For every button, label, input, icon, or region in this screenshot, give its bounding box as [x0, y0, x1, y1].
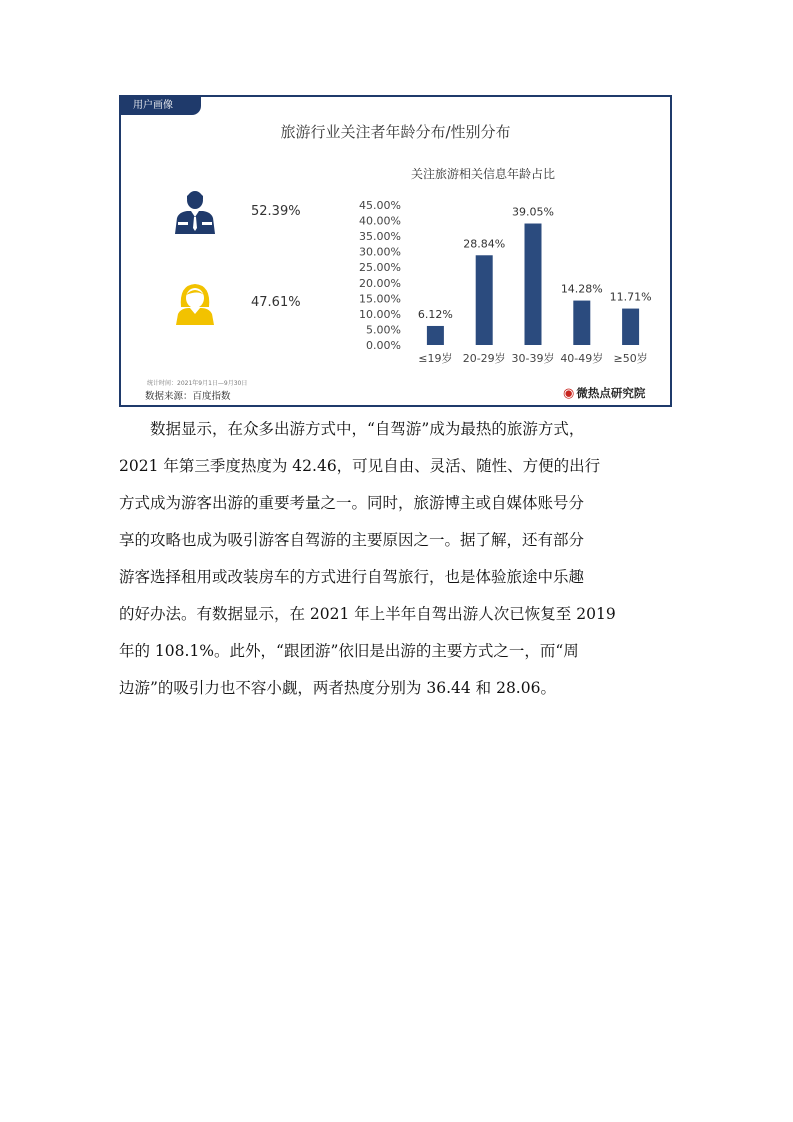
bar [573, 301, 590, 345]
paragraph-line: 数据显示，在众多出游方式中，“自驾游”成为最热的旅游方式， [119, 420, 585, 438]
y-tick-label: 0.00% [366, 339, 401, 352]
male-percentage: 52.39% [251, 204, 301, 219]
statistics-period: 统计时间：2021年9月1日—9月30日 [147, 380, 248, 387]
y-tick-label: 40.00% [359, 214, 401, 228]
x-tick-label: 20-29岁 [462, 352, 506, 365]
bar [622, 309, 639, 345]
bar [525, 224, 542, 345]
x-tick-label: 40-49岁 [560, 352, 604, 365]
bar [427, 326, 444, 345]
male-stat [173, 190, 313, 240]
paragraph-line: 游客选择租用或改装房车的方式进行自驾旅行，也是体验旅途中乐趣 [119, 568, 585, 586]
y-tick-label: 35.00% [359, 230, 401, 244]
infographic-panel [119, 95, 672, 407]
y-tick-label: 30.00% [359, 245, 401, 259]
paragraph-line: 边游”的吸引力也不容小觑，两者热度分别为 36.44 和 28.06。 [119, 679, 556, 697]
age-bar-chart [355, 185, 655, 370]
y-tick-label: 5.00% [366, 323, 401, 337]
weibo-logo-icon: ◉ [563, 386, 575, 401]
y-tick-label: 45.00% [359, 199, 401, 212]
bar-value-label: 14.28% [560, 282, 603, 296]
y-tick-label: 15.00% [359, 292, 401, 306]
paragraph-line: 方式成为游客出游的重要考量之一。同时，旅游博主或自媒体账号分 [119, 494, 585, 512]
x-tick-label: 30-39岁 [511, 352, 555, 365]
bar-value-label: 28.84% [463, 237, 506, 251]
brand-logo [563, 385, 645, 401]
bar [476, 255, 493, 345]
data-source: 数据来源：百度指数 [145, 391, 231, 402]
x-tick-label: ≤19岁 [418, 352, 453, 365]
paragraph-line: 年的 108.1%。此外，“跟团游”依旧是出游的主要方式之一，而“周 [119, 642, 579, 660]
y-tick-label: 20.00% [359, 276, 401, 290]
paragraph-line: 享的攻略也成为吸引游客自驾游的主要原因之一。据了解，还有部分 [119, 531, 585, 549]
body-paragraph [119, 411, 674, 707]
y-tick-label: 25.00% [359, 261, 401, 275]
bar-value-label: 11.71% [609, 290, 652, 304]
x-tick-label: ≥50岁 [613, 352, 648, 365]
businessman-icon [173, 190, 217, 236]
figure-title: 旅游行业关注者年龄分布/性别分布 [280, 123, 511, 141]
woman-icon [173, 281, 217, 327]
paragraph-line: 的好办法。有数据显示，在 2021 年上半年自驾出游人次已恢复至 2019 [119, 605, 616, 623]
bar-value-label: 6.12% [417, 307, 453, 321]
user-profile-tag: 用户画像 [121, 97, 201, 115]
brand-name: 微热点研究院 [576, 386, 646, 400]
y-tick-label: 10.00% [359, 307, 401, 321]
paragraph-line: 2021 年第三季度热度为 42.46，可见自由、灵活、随性、方便的出行 [119, 457, 601, 475]
chart-title: 关注旅游相关信息年龄占比 [411, 167, 556, 181]
female-stat [173, 281, 313, 331]
bar-value-label: 39.05% [512, 205, 554, 219]
female-percentage: 47.61% [251, 295, 301, 310]
